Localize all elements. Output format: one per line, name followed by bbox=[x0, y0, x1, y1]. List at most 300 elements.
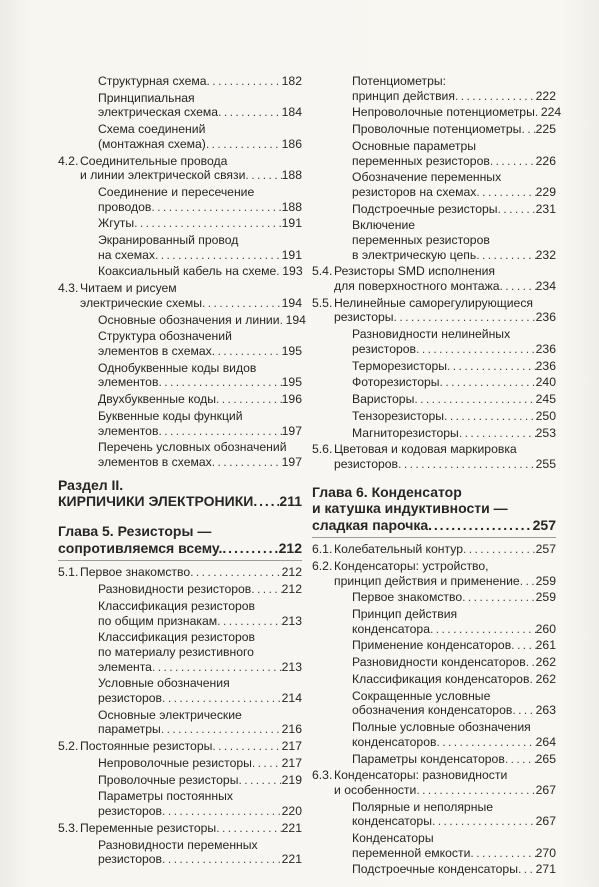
toc-right-entries bbox=[312, 74, 562, 472]
leader-dots bbox=[416, 342, 536, 357]
toc-entry-body bbox=[80, 154, 302, 183]
toc-entry bbox=[58, 599, 302, 628]
toc-entry-title-line: Разновидности резисторов bbox=[98, 582, 252, 597]
page-number: 222 bbox=[535, 88, 556, 103]
chapter-6-line-2: и катушка индуктивности — bbox=[312, 500, 508, 517]
toc-entry bbox=[312, 296, 556, 325]
toc-entry-last-line bbox=[98, 344, 302, 359]
page-number: 219 bbox=[281, 772, 302, 787]
leader-dots bbox=[222, 540, 278, 557]
toc-entry-last-line bbox=[352, 672, 556, 687]
toc-entry-body bbox=[98, 773, 302, 788]
toc-entry bbox=[312, 638, 556, 653]
toc-entry-title-line: Читаем и рисуем bbox=[80, 281, 177, 296]
toc-entry-title-line: Схема соединений bbox=[98, 122, 206, 137]
toc-entry-last-line bbox=[352, 409, 556, 424]
page-number: 232 bbox=[535, 247, 556, 262]
toc-entry-last-line bbox=[98, 852, 302, 867]
toc-entry-title-line: Структура обозначений bbox=[98, 329, 232, 344]
toc-entry bbox=[312, 359, 556, 374]
toc-entry-last-line bbox=[98, 614, 302, 629]
toc-entry-body bbox=[98, 312, 306, 328]
leader-dots bbox=[252, 756, 282, 771]
page-number: 213 bbox=[281, 613, 302, 628]
toc-entry bbox=[58, 185, 302, 214]
toc-entry-title-line: Подстроечные резисторы bbox=[352, 201, 498, 216]
toc-entry-title-line: Переменные резисторы bbox=[80, 820, 217, 835]
section-number: 5.3. bbox=[58, 820, 79, 835]
page-number: 195 bbox=[281, 375, 302, 390]
page-number: 217 bbox=[281, 755, 302, 770]
leader-dots bbox=[436, 735, 535, 750]
page-number: 259 bbox=[535, 590, 556, 605]
toc-entry bbox=[58, 361, 302, 390]
toc-entry-body bbox=[352, 655, 556, 670]
toc-entry-title-line: Магниторезисторы bbox=[352, 425, 459, 440]
toc-entry-body bbox=[80, 739, 302, 754]
leader-dots bbox=[440, 375, 536, 390]
page-number: 220 bbox=[281, 804, 302, 819]
toc-entry-body bbox=[352, 392, 556, 407]
toc-entry bbox=[58, 233, 302, 262]
leader-dots bbox=[162, 804, 282, 819]
page-number: 197 bbox=[281, 454, 302, 469]
leader-dots bbox=[134, 216, 282, 231]
toc-entry-last-line bbox=[98, 804, 302, 819]
page-number: 257 bbox=[535, 542, 556, 557]
toc-entry-title-line: Основные электрические bbox=[98, 707, 242, 722]
leader-dots bbox=[152, 660, 282, 675]
toc-entry bbox=[312, 655, 556, 670]
leader-dots bbox=[190, 565, 282, 580]
toc-entry-body bbox=[80, 565, 302, 580]
toc-entry-body bbox=[352, 638, 556, 653]
toc-entry bbox=[312, 862, 556, 877]
leader-dots bbox=[414, 392, 535, 407]
toc-entry bbox=[312, 831, 556, 860]
toc-entry bbox=[312, 672, 556, 687]
leader-dots bbox=[245, 168, 281, 183]
toc-entry bbox=[58, 91, 302, 120]
leader-dots bbox=[463, 542, 536, 557]
toc-entry-body bbox=[334, 264, 556, 293]
part-page: 211 bbox=[279, 493, 302, 510]
toc-entry bbox=[312, 218, 556, 262]
toc-entry-title-line: Терморезисторы bbox=[352, 358, 448, 373]
chapter-divider bbox=[312, 537, 556, 538]
page-number: 182 bbox=[281, 74, 302, 88]
toc-entry-last-line bbox=[98, 691, 302, 706]
toc-entry bbox=[58, 392, 302, 407]
toc-entry-last-line bbox=[334, 457, 556, 472]
leader-dots bbox=[476, 248, 535, 263]
toc-entry bbox=[58, 312, 306, 328]
toc-entry-last-line bbox=[98, 773, 302, 788]
toc-entry-title-line: конденсаторов bbox=[352, 734, 437, 749]
toc-entry-last-line bbox=[98, 660, 302, 675]
toc-entry-last-line bbox=[98, 756, 302, 771]
toc-entry-last-line bbox=[352, 202, 556, 217]
page-number: 240 bbox=[535, 375, 556, 390]
leader-dots bbox=[218, 105, 282, 120]
page-number: 264 bbox=[535, 734, 556, 749]
page-number: 213 bbox=[281, 659, 302, 674]
page-number: 270 bbox=[535, 845, 556, 860]
toc-entry-body bbox=[352, 122, 556, 137]
page-number: 188 bbox=[281, 168, 302, 183]
toc-entry-body bbox=[352, 800, 556, 829]
leader-dots bbox=[202, 296, 282, 311]
leader-dots bbox=[498, 202, 536, 217]
toc-entry-title-line: Конденсаторы: устройство, bbox=[334, 558, 489, 573]
toc-entry-last-line bbox=[334, 542, 556, 557]
toc-entry-body bbox=[98, 329, 302, 358]
toc-entry-title-line: Классификация резисторов bbox=[98, 630, 256, 645]
toc-entry-title-line: Соединение и пересечение bbox=[98, 184, 255, 199]
toc-entry-last-line bbox=[98, 312, 306, 328]
page-number: 261 bbox=[535, 638, 556, 653]
toc-entry-body bbox=[334, 768, 556, 797]
chapter-6-line-1: Глава 6. Конденсатор bbox=[312, 483, 462, 500]
toc-entry bbox=[312, 752, 556, 767]
toc-entry-last-line bbox=[352, 154, 556, 169]
toc-entry-title-line: Параметры постоянных bbox=[98, 789, 233, 804]
toc-entry-last-line bbox=[352, 359, 556, 374]
toc-entry bbox=[58, 838, 302, 867]
toc-right-entries-2 bbox=[312, 542, 556, 877]
leader-dots bbox=[212, 739, 281, 754]
toc-entry bbox=[312, 768, 556, 797]
toc-entry-title-line: Принципиальная bbox=[98, 90, 195, 105]
page-number: 263 bbox=[535, 703, 556, 718]
page-number: 184 bbox=[281, 105, 302, 120]
page-number: 236 bbox=[535, 358, 556, 373]
leader-dots bbox=[416, 783, 535, 798]
toc-entry bbox=[312, 720, 556, 749]
toc-entry-body bbox=[352, 375, 556, 390]
toc-entry-last-line bbox=[98, 424, 302, 439]
toc-entry-title-line: Структурная схема bbox=[98, 74, 207, 88]
toc-entry-title-line: Подстроечные конденсаторы bbox=[352, 862, 518, 877]
toc-entry bbox=[312, 74, 556, 103]
leader-dots bbox=[511, 638, 535, 653]
toc-entry-body bbox=[352, 327, 556, 356]
toc-entry-body bbox=[352, 672, 556, 687]
toc-entry bbox=[58, 281, 302, 310]
leader-dots bbox=[444, 409, 536, 424]
toc-entry-last-line bbox=[98, 375, 302, 390]
leader-dots bbox=[162, 691, 282, 706]
toc-entry bbox=[312, 409, 556, 424]
leader-dots bbox=[151, 200, 281, 215]
leader-dots bbox=[212, 344, 282, 359]
leader-dots bbox=[428, 517, 533, 534]
toc-entry-body bbox=[98, 264, 302, 279]
leader-dots bbox=[398, 457, 536, 472]
toc-entry-title-line: Основные обозначения и линии bbox=[98, 312, 280, 327]
leader-dots bbox=[526, 655, 536, 670]
toc-entry-title-line: Постоянные резисторы bbox=[80, 739, 213, 754]
toc-entry-title-line: Буквенные коды функций bbox=[98, 408, 243, 423]
leader-dots bbox=[206, 137, 282, 152]
section-number: 4.3. bbox=[58, 281, 79, 296]
page-number: 194 bbox=[285, 312, 306, 327]
toc-entry-title-line: Разновидности конденсаторов bbox=[352, 655, 526, 670]
toc-entry-body bbox=[352, 426, 556, 441]
leader-dots bbox=[518, 862, 536, 877]
toc-entry-last-line bbox=[352, 655, 556, 670]
section-number: 6.2. bbox=[312, 558, 333, 573]
toc-entry-title-line: элементов в схемах bbox=[98, 454, 212, 469]
section-number: 5.6. bbox=[312, 442, 333, 457]
leader-dots bbox=[470, 846, 535, 861]
toc-entry-body bbox=[80, 821, 302, 836]
toc-entry bbox=[58, 565, 302, 580]
toc-entry-title-line: Обозначение переменных bbox=[352, 170, 502, 185]
leader-dots bbox=[238, 773, 281, 788]
toc-entry-title-line: обозначения конденсаторов bbox=[352, 703, 513, 718]
toc-entry-title-line: Основные параметры bbox=[352, 138, 477, 153]
toc-entry bbox=[312, 426, 556, 441]
toc-entry-body bbox=[98, 185, 302, 214]
toc-entry-title-line: Двухбуквенные коды bbox=[98, 392, 216, 407]
leader-dots bbox=[455, 89, 536, 104]
toc-entry-last-line bbox=[352, 590, 556, 605]
toc-entry bbox=[312, 105, 562, 120]
toc-entry-title-line: электрические схемы bbox=[80, 295, 202, 310]
toc-entry-last-line bbox=[352, 122, 556, 137]
toc-entry-title-line: принцип действия bbox=[352, 88, 455, 103]
chapter-5-title-end: сопротивляемся всему. bbox=[58, 539, 223, 556]
toc-entry bbox=[58, 74, 302, 89]
toc-entry-last-line bbox=[334, 279, 556, 294]
toc-entry-title-line: Непроволочные потенциометры bbox=[352, 105, 535, 120]
toc-entry bbox=[312, 375, 556, 390]
toc-entry-title-line: Разновидности переменных bbox=[98, 837, 258, 852]
leader-dots bbox=[253, 493, 279, 509]
toc-entry bbox=[312, 170, 556, 199]
page-number: 271 bbox=[535, 862, 556, 877]
page-number: 250 bbox=[535, 408, 556, 423]
toc-entry-title-line: конденсатора bbox=[352, 621, 430, 636]
toc-entry-body bbox=[98, 361, 302, 390]
toc-entry bbox=[58, 630, 302, 674]
toc-entry-title-line: Однобуквенные коды видов bbox=[98, 360, 257, 375]
page-number: 216 bbox=[281, 722, 302, 737]
toc-entry-body bbox=[334, 296, 556, 325]
toc-entry-title-line: Соединительные провода bbox=[80, 153, 228, 168]
toc-entry-title-line: для поверхностного монтажа bbox=[334, 279, 500, 294]
toc-entry-title-line: Колебательный контур bbox=[334, 542, 463, 557]
toc-entry bbox=[58, 789, 302, 818]
toc-entry bbox=[58, 440, 302, 469]
toc-entry-title-line: Экранированный провод bbox=[98, 233, 239, 248]
toc-entry-body bbox=[98, 708, 302, 737]
toc-entry bbox=[58, 409, 302, 438]
toc-entry-title-line: Нелинейные саморегулирующиеся bbox=[334, 295, 534, 310]
leader-dots bbox=[158, 375, 281, 390]
toc-entry-last-line bbox=[352, 342, 556, 357]
page-number: 214 bbox=[281, 690, 302, 705]
page-number: 259 bbox=[535, 573, 556, 588]
chapter-5-line-1: Глава 5. Резисторы — bbox=[58, 523, 212, 540]
leader-dots bbox=[462, 590, 536, 605]
toc-entry-last-line bbox=[352, 814, 556, 829]
leader-dots bbox=[217, 614, 281, 629]
section-number: 5.2. bbox=[58, 739, 79, 754]
toc-entry bbox=[58, 122, 302, 151]
page-number: 224 bbox=[540, 105, 562, 120]
toc-entry-title-line: Перечень условных обозначений bbox=[98, 440, 287, 455]
toc-entry-body bbox=[352, 831, 556, 860]
part-title: КИРПИЧИКИ ЭЛЕКТРОНИКИ bbox=[58, 493, 254, 510]
toc-entry-title-line: элементов в схемах bbox=[98, 343, 212, 358]
leader-dots bbox=[161, 722, 282, 737]
toc-entry bbox=[312, 392, 556, 407]
toc-entry-title-line: по материалу резистивного bbox=[98, 645, 254, 659]
leader-dots bbox=[251, 582, 281, 597]
toc-entry-title-line: Фоторезисторы bbox=[352, 375, 440, 390]
toc-entry-body bbox=[334, 542, 556, 557]
page-number: 262 bbox=[535, 672, 556, 687]
toc-entry-body bbox=[352, 752, 556, 767]
toc-entry-title-line: параметры bbox=[98, 722, 161, 737]
leader-dots bbox=[459, 426, 536, 441]
toc-entry-last-line bbox=[352, 846, 556, 861]
toc-entry-title-line: Сокращенные условные bbox=[352, 688, 491, 703]
toc-entry-title-line: резисторов bbox=[352, 341, 417, 356]
leader-dots bbox=[158, 424, 281, 439]
toc-entry-body bbox=[352, 170, 556, 199]
toc-entry-body bbox=[352, 720, 556, 749]
toc-entry-body bbox=[98, 233, 302, 262]
toc-entry bbox=[312, 122, 556, 137]
toc-entry-title-line: и линии электрической связи bbox=[80, 168, 246, 183]
toc-entry-title-line: резисторы bbox=[334, 310, 394, 325]
toc-entry-title-line: элемента bbox=[98, 659, 152, 674]
page-number: 197 bbox=[281, 423, 302, 438]
toc-entry-body bbox=[352, 218, 556, 262]
toc-entry-title-line: элементов bbox=[98, 375, 159, 390]
leader-dots bbox=[212, 455, 282, 470]
toc-entry-body bbox=[352, 590, 556, 605]
toc-entry-title-line: принцип действия и применение bbox=[334, 573, 520, 588]
toc-entry bbox=[58, 821, 302, 836]
toc-entry bbox=[312, 139, 556, 168]
toc-entry-title-line: Проволочные резисторы bbox=[98, 772, 239, 787]
section-number: 4.2. bbox=[58, 153, 79, 168]
toc-entry-body bbox=[352, 689, 556, 718]
toc-entry-body bbox=[98, 599, 302, 628]
page-number: 186 bbox=[281, 136, 302, 151]
leader-dots bbox=[216, 392, 282, 407]
toc-entry-last-line bbox=[352, 375, 556, 390]
page-number: 194 bbox=[281, 295, 302, 310]
toc-entry-title-line: Непроволочные резисторы bbox=[98, 755, 252, 770]
page-number: 217 bbox=[281, 739, 302, 754]
toc-entry-last-line bbox=[80, 296, 302, 311]
toc-entry-body bbox=[98, 409, 302, 438]
toc-entry-last-line bbox=[98, 248, 302, 263]
page-number: 253 bbox=[535, 425, 556, 440]
toc-entry bbox=[312, 607, 556, 636]
toc-entry-title-line: Потенциометры: bbox=[352, 74, 447, 88]
toc-entry bbox=[58, 154, 302, 183]
toc-left-entries bbox=[58, 74, 306, 469]
toc-entry-last-line bbox=[352, 185, 556, 200]
toc-entry-title-line: резисторов bbox=[98, 804, 163, 819]
toc-entry-last-line bbox=[352, 248, 556, 263]
toc-entry bbox=[58, 329, 302, 358]
toc-entry-last-line bbox=[352, 638, 556, 653]
page-number: 255 bbox=[535, 457, 556, 472]
toc-entry bbox=[312, 202, 556, 217]
leader-dots bbox=[476, 185, 535, 200]
toc-entry-title-line: элементов bbox=[98, 423, 159, 438]
toc-entry-last-line bbox=[352, 89, 556, 104]
toc-entry-last-line bbox=[80, 565, 302, 580]
leader-dots bbox=[512, 703, 535, 718]
toc-entry-last-line bbox=[334, 310, 556, 325]
toc-entry-title-line: переменных резисторов bbox=[352, 153, 490, 168]
toc-entry-last-line bbox=[98, 264, 302, 279]
leader-dots bbox=[430, 622, 536, 637]
leader-dots bbox=[447, 359, 536, 374]
toc-entry-title-line: Включение bbox=[352, 218, 416, 233]
toc-entry-body bbox=[98, 582, 302, 597]
toc-entry-body bbox=[98, 756, 302, 771]
toc-entry-title-line: Тензорезисторы bbox=[352, 408, 445, 423]
toc-entry-last-line bbox=[98, 216, 302, 231]
toc-entry-body bbox=[98, 216, 302, 231]
toc-entry-title-line: резисторов bbox=[334, 457, 399, 472]
toc-entry bbox=[58, 773, 302, 788]
section-number: 6.1. bbox=[312, 542, 333, 557]
toc-entry-title-line: Классификация резисторов bbox=[98, 599, 256, 614]
toc-entry-last-line bbox=[98, 105, 302, 120]
toc-entry-last-line bbox=[352, 703, 556, 718]
page-number: 267 bbox=[535, 782, 556, 797]
toc-entry-title-line: переменной емкости bbox=[352, 845, 471, 860]
toc-entry-body bbox=[98, 440, 302, 469]
toc-entry-last-line bbox=[98, 137, 302, 152]
toc-entry-last-line bbox=[80, 168, 302, 183]
leader-dots bbox=[521, 122, 535, 137]
toc-entry-body bbox=[98, 74, 302, 89]
toc-entry-body bbox=[352, 139, 556, 168]
page-number: 221 bbox=[281, 852, 302, 867]
toc-entry-body bbox=[98, 392, 302, 407]
page-number: 231 bbox=[535, 201, 556, 216]
page-number: 236 bbox=[535, 341, 556, 356]
toc-entry-title-line: Жгуты bbox=[98, 216, 135, 231]
toc-entry-last-line bbox=[98, 582, 302, 597]
toc-entry-last-line bbox=[352, 735, 556, 750]
page-number: 193 bbox=[282, 264, 303, 279]
toc-entry-title-line: Параметры конденсаторов bbox=[352, 751, 505, 766]
section-number: 5.4. bbox=[312, 264, 333, 279]
toc-entry-body bbox=[352, 74, 556, 103]
toc-entry-body bbox=[334, 559, 556, 588]
toc-entry-last-line bbox=[352, 392, 556, 407]
toc-left-column bbox=[58, 74, 306, 869]
toc-entry-title-line: Конденсаторы bbox=[352, 831, 434, 846]
leader-dots bbox=[500, 279, 536, 294]
toc-entry-last-line bbox=[98, 722, 302, 737]
toc-entry-title-line: Первое знакомство bbox=[80, 565, 191, 580]
toc-entry-body bbox=[352, 862, 556, 877]
page-number: 234 bbox=[535, 279, 556, 294]
